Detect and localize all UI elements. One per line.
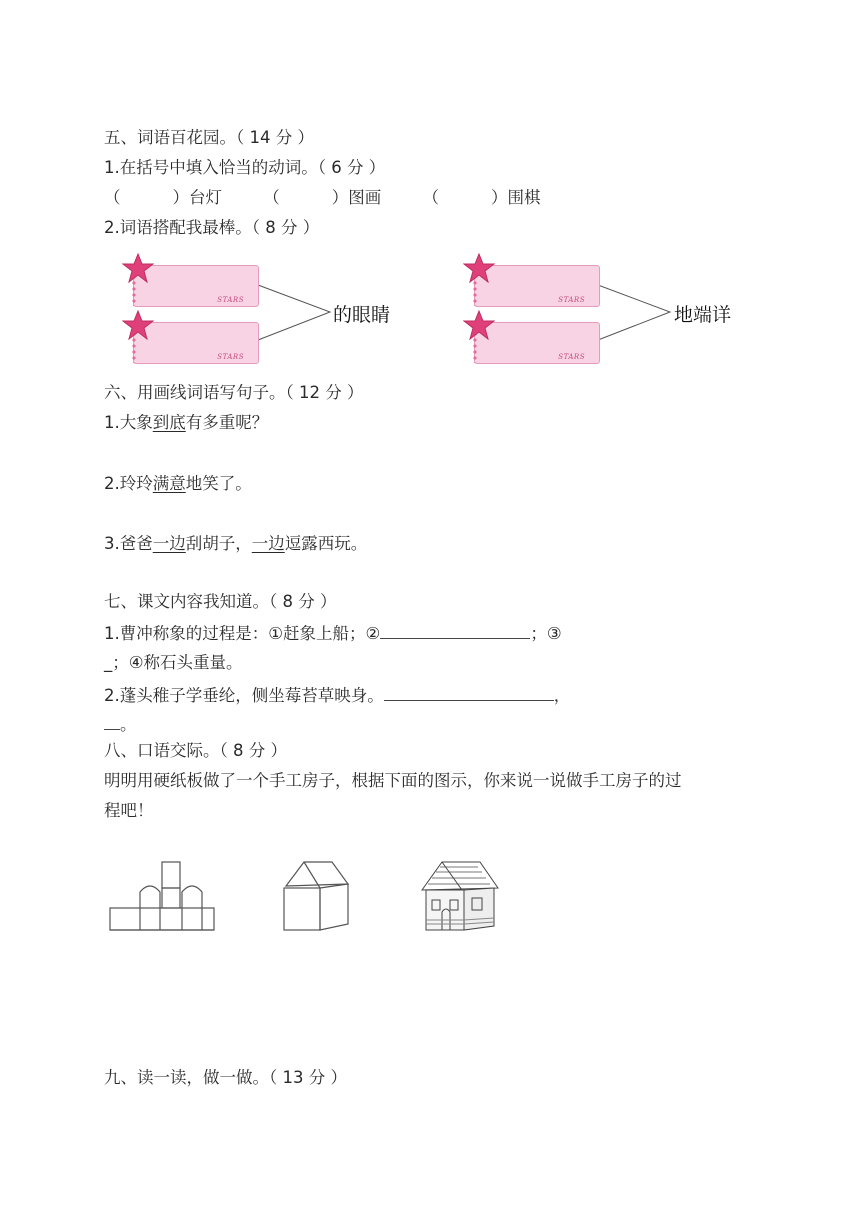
phrase-de-eyes: 的眼睛 bbox=[333, 304, 391, 326]
section5-q2: 2.词语搭配我最棒。（ 8 分 ） bbox=[104, 218, 320, 237]
blank-step-2[interactable] bbox=[380, 622, 530, 639]
house-net-icon bbox=[104, 860, 220, 936]
sentence-2: 2.玲玲满意地笑了。 bbox=[104, 474, 252, 493]
fill-item-lamp: （ ）台灯 bbox=[104, 188, 222, 207]
fill-item-picture: （ ）图画 bbox=[263, 188, 382, 207]
blank-poem-line-3[interactable] bbox=[384, 684, 554, 701]
blank-poem-line-4[interactable] bbox=[104, 713, 120, 730]
section8-title: 八、口语交际。（ 8 分 ） bbox=[104, 741, 287, 760]
star-icon bbox=[463, 310, 495, 340]
sentence-3: 3.爸爸一边刮胡子，一边逗露西玩。 bbox=[104, 534, 368, 553]
section5-title: 五、词语百花园。（ 14 分 ） bbox=[104, 128, 314, 147]
fill-item-chess: （ ）围棋 bbox=[422, 188, 541, 207]
cottage-icon bbox=[420, 858, 502, 936]
section6-title: 六、用画线词语写句子。（ 12 分 ） bbox=[104, 383, 364, 402]
section7-q2-cont: 。 bbox=[104, 713, 137, 736]
answer-box-2[interactable]: STARS bbox=[133, 322, 259, 364]
answer-box-3[interactable]: STARS bbox=[474, 265, 600, 307]
house-box-icon bbox=[280, 858, 354, 934]
section5-q1: 1.在括号中填入恰当的动词。（ 6 分 ） bbox=[104, 158, 386, 177]
section7-q1-cont: _；④称石头重量。 bbox=[104, 653, 243, 672]
star-icon bbox=[463, 253, 495, 283]
phrase-de-examine: 地端详 bbox=[674, 304, 732, 326]
section8-desc-2: 程吧！ bbox=[104, 801, 154, 820]
star-icon bbox=[122, 253, 154, 283]
star-icon bbox=[122, 310, 154, 340]
answer-box-4[interactable]: STARS bbox=[474, 322, 600, 364]
sentence-1: 1.大象到底有多重呢？ bbox=[104, 413, 269, 432]
section7-q1: 1.曹冲称象的过程是：①赶象上船；② ；③ bbox=[104, 624, 562, 643]
section7-q2: 2.蓬头稚子学垂纶，侧坐莓苔草映身。 ， bbox=[104, 686, 571, 705]
section9-title: 九、读一读，做一做。（ 13 分 ） bbox=[104, 1068, 347, 1087]
answer-box-1[interactable]: STARS bbox=[133, 265, 259, 307]
section7-title: 七、课文内容我知道。（ 8 分 ） bbox=[104, 592, 337, 611]
section8-desc-1: 明明用硬纸板做了一个手工房子，根据下面的图示，你来说一说做手工房子的过 bbox=[104, 771, 682, 790]
